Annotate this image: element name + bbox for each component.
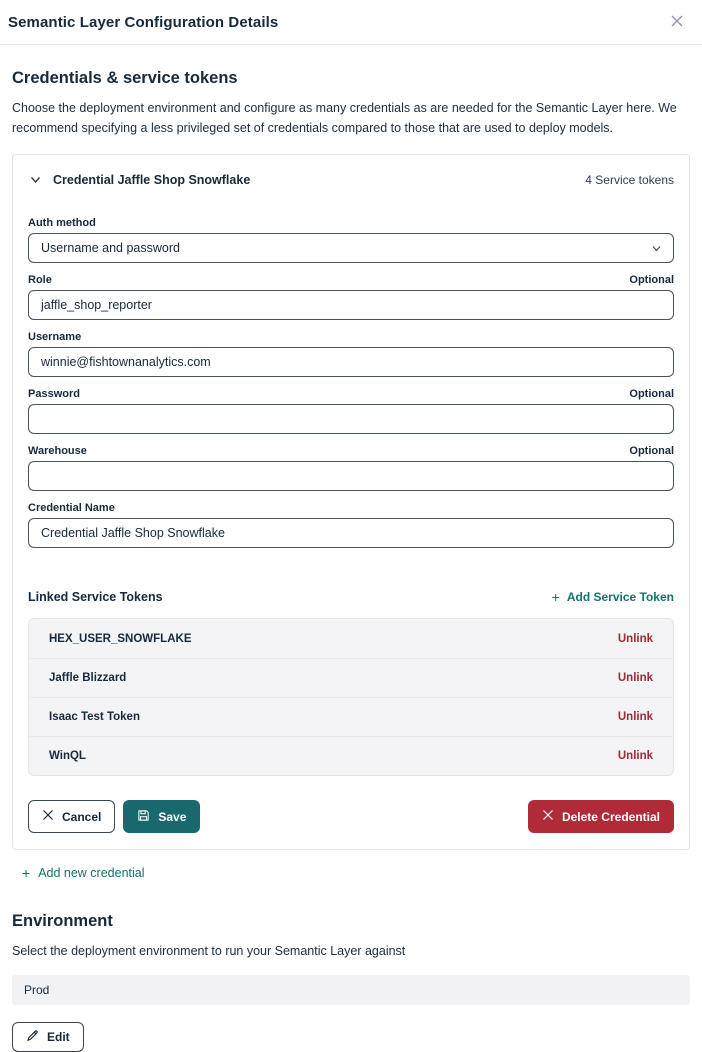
token-name: WinQL — [49, 750, 86, 762]
environment-value-text: Prod — [24, 983, 50, 997]
role-input[interactable] — [28, 290, 674, 320]
plus-icon: + — [22, 865, 31, 881]
credential-card-header — [28, 170, 674, 189]
token-name: HEX_USER_SNOWFLAKE — [49, 632, 192, 645]
role-optional-tag: Optional — [629, 274, 674, 286]
role-label: Role — [28, 274, 52, 286]
credential-form — [28, 217, 674, 548]
warehouse-label: Warehouse — [28, 445, 87, 457]
add-new-credential-label: Add new credential — [38, 866, 145, 880]
collapse-credential-button[interactable] — [28, 170, 43, 189]
save-label: Save — [158, 809, 187, 824]
auth-method-select[interactable] — [28, 233, 674, 263]
credentials-heading: Credentials & service tokens — [12, 69, 238, 87]
chevron-down-icon — [652, 245, 661, 252]
credential-name-label: Credential Name — [28, 502, 115, 514]
warehouse-input[interactable] — [28, 461, 674, 491]
token-row — [29, 697, 673, 736]
pencil-icon — [26, 1029, 39, 1045]
token-name: Jaffle Blizzard — [49, 672, 127, 684]
environment-value — [12, 975, 690, 1005]
password-optional-tag: Optional — [629, 388, 674, 400]
username-input[interactable] — [28, 347, 674, 377]
x-icon — [42, 809, 54, 824]
environment-heading: Environment — [12, 912, 113, 930]
service-tokens-count: 4 Service tokens — [585, 172, 674, 187]
chevron-down-icon — [30, 172, 41, 187]
unlink-button[interactable]: Unlink — [617, 672, 653, 684]
credential-actions — [28, 800, 674, 833]
auth-method-value: Username and password — [41, 241, 180, 255]
cancel-button[interactable] — [28, 800, 115, 833]
token-row — [29, 619, 673, 658]
cancel-label: Cancel — [62, 809, 102, 824]
credential-title: Credential Jaffle Shop Snowflake — [53, 172, 251, 187]
auth-method-label: Auth method — [28, 217, 96, 229]
credentials-description: Choose the deployment environment and configure as many credentials as are needed for the Semantic Layer here. We recommend specifying a less privileged set of credentials compared to those that are used to deploy models. — [12, 101, 677, 135]
add-service-token-label: Add Service Token — [566, 590, 674, 604]
token-row — [29, 736, 673, 775]
edit-label: Edit — [47, 1030, 70, 1044]
token-row — [29, 658, 673, 697]
token-name: Isaac Test Token — [49, 711, 140, 723]
environment-description: Select the deployment environment to run your Semantic Layer against — [12, 944, 406, 958]
add-service-token-button[interactable] — [552, 590, 674, 604]
warehouse-optional-tag: Optional — [629, 445, 674, 457]
delete-credential-button[interactable] — [528, 800, 674, 833]
close-button[interactable] — [666, 10, 688, 35]
save-icon — [137, 809, 150, 825]
page-title: Semantic Layer Configuration Details — [8, 13, 279, 31]
unlink-button[interactable]: Unlink — [617, 750, 653, 762]
modal-body — [0, 69, 702, 1052]
modal-header — [0, 0, 702, 45]
x-icon — [542, 809, 554, 824]
edit-environment-button[interactable] — [12, 1022, 84, 1052]
username-label: Username — [28, 331, 82, 343]
service-token-list — [28, 618, 674, 776]
plus-icon: + — [551, 589, 560, 605]
add-new-credential-button[interactable] — [22, 866, 145, 880]
close-icon — [670, 14, 684, 31]
credential-card — [12, 154, 690, 850]
linked-tokens-heading: Linked Service Tokens — [28, 590, 163, 604]
password-input[interactable] — [28, 404, 674, 434]
password-label: Password — [28, 388, 80, 400]
credential-name-input[interactable] — [28, 518, 674, 548]
delete-credential-label: Delete Credential — [561, 809, 660, 824]
unlink-button[interactable]: Unlink — [617, 632, 653, 645]
save-button[interactable] — [123, 800, 200, 833]
unlink-button[interactable]: Unlink — [617, 711, 653, 723]
